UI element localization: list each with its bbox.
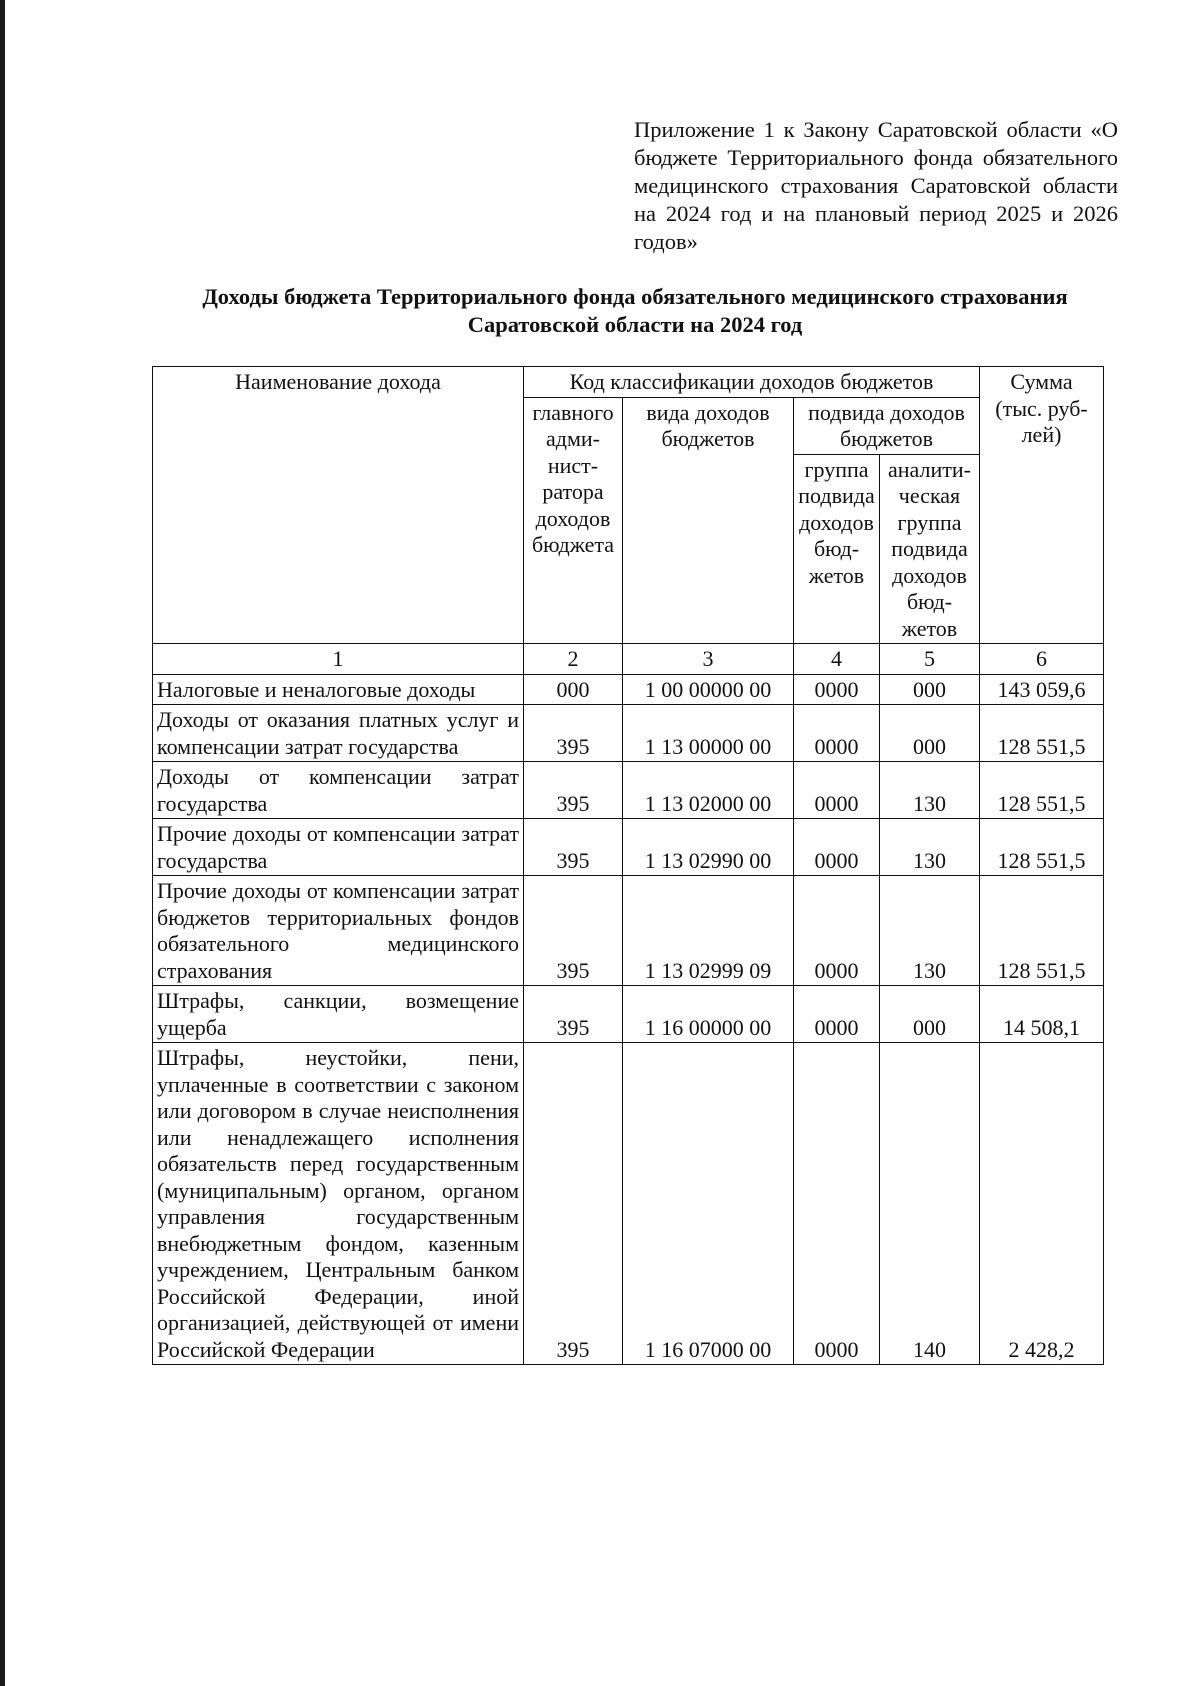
table-row [153,705,1104,762]
subkind-analytic-cell: 130 [880,819,980,876]
subkind-group-cell: 0000 [794,876,880,986]
income-name-cell: Доходы от компенсации затрат государства [153,762,524,819]
column-number: 5 [880,644,980,675]
table-body [153,644,1104,1365]
subkind-analytic-cell: 140 [880,1043,980,1365]
header-income-name: Наименование дохода [153,367,524,644]
subkind-group-cell: 0000 [794,762,880,819]
header-subkind: подвида доходов бюджетов [794,397,980,454]
kind-code-cell: 1 13 02990 00 [623,819,794,876]
admin-code-cell: 395 [524,876,623,986]
header-admin: главного администратора доходов бюджета [524,397,623,644]
document-title-line-1: Доходы бюджета Территориального фонда обязательного медицинского страхования [202,284,1068,309]
kind-code-cell: 1 13 02999 09 [623,876,794,986]
sum-cell: 14 508,1 [980,986,1104,1043]
kind-code-cell: 1 16 00000 00 [623,986,794,1043]
subkind-analytic-cell: 130 [880,762,980,819]
subkind-group-cell: 0000 [794,819,880,876]
header-subkind-analytic: аналитическая группа подвида доходов бюджетов [880,454,980,644]
sum-cell: 143 059,6 [980,674,1104,705]
admin-code-cell: 000 [524,674,623,705]
column-number: 6 [980,644,1104,675]
table-row [153,986,1104,1043]
subkind-group-cell: 0000 [794,674,880,705]
admin-code-cell: 395 [524,762,623,819]
income-name-cell: Налоговые и неналоговые доходы [153,674,524,705]
income-name-cell: Прочие доходы от компенсации затрат бюджетов территориальных фондов обязательного медицинского страхования [153,876,524,986]
subkind-group-cell: 0000 [794,986,880,1043]
sum-cell: 128 551,5 [980,819,1104,876]
header-code-group: Код классификации доходов бюджетов [524,367,980,398]
subkind-analytic-cell: 130 [880,876,980,986]
kind-code-cell: 1 16 07000 00 [623,1043,794,1365]
document-title-line-2: Саратовской области на 2024 год [467,312,803,337]
kind-code-cell: 1 13 02000 00 [623,762,794,819]
column-number: 2 [524,644,623,675]
sum-cell: 128 551,5 [980,762,1104,819]
admin-code-cell: 395 [524,986,623,1043]
column-number: 4 [794,644,880,675]
table-row [153,1043,1104,1365]
subkind-analytic-cell: 000 [880,705,980,762]
document-title [150,283,1120,339]
subkind-group-cell: 0000 [794,1043,880,1365]
header-kind: вида доходов бюджетов [623,397,794,644]
table-row [153,819,1104,876]
header-sum: Сумма (тыс. рублей) [980,367,1104,644]
header-subkind-group: группа подвида доходов бюджетов [794,454,880,644]
appendix-note: Приложение 1 к Закону Саратовской области «О бюджете Территориального фонда обязательного медицинского страхования Саратовской области на 2024 год и на плановый период 2025 и 2026 годов» [634,117,1118,254]
admin-code-cell: 395 [524,1043,623,1365]
column-numbers-row [153,644,1104,675]
sum-cell: 2 428,2 [980,1043,1104,1365]
scan-edge [0,0,5,1686]
income-name-cell: Штрафы, санкции, возмещение ущерба [153,986,524,1043]
income-table [152,366,1104,1365]
table-row [153,876,1104,986]
income-name-cell: Доходы от оказания платных услуг и компенсации затрат государства [153,705,524,762]
column-number: 3 [623,644,794,675]
table-row [153,762,1104,819]
admin-code-cell: 395 [524,819,623,876]
admin-code-cell: 395 [524,705,623,762]
income-name-cell: Прочие доходы от компенсации затрат государства [153,819,524,876]
kind-code-cell: 1 13 00000 00 [623,705,794,762]
income-name-cell: Штрафы, неустойки, пени, уплаченные в соответствии с законом или договором в случае неисполнения или ненадлежащего исполнения обязательств перед государственным (муниципальным) органом, органом управления государственным внебюджетным фондом, казенным учреждением, Центральным банком Российской Федерации, иной организацией, действующей от имени Российской Федерации [153,1043,524,1365]
sum-cell: 128 551,5 [980,876,1104,986]
sum-cell: 128 551,5 [980,705,1104,762]
table-row [153,674,1104,705]
subkind-group-cell: 0000 [794,705,880,762]
subkind-analytic-cell: 000 [880,674,980,705]
subkind-analytic-cell: 000 [880,986,980,1043]
column-number: 1 [153,644,524,675]
kind-code-cell: 1 00 00000 00 [623,674,794,705]
